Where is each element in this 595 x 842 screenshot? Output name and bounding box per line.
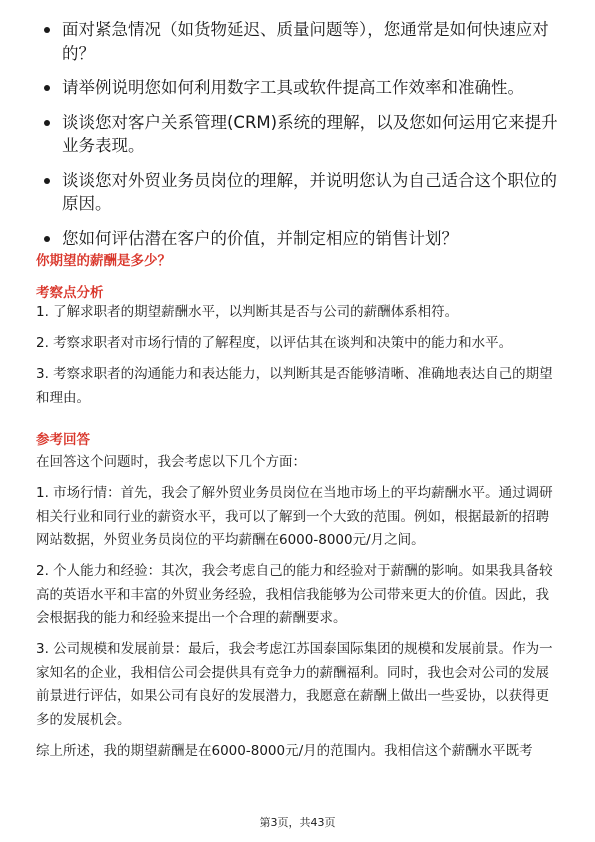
page-number-footer: 第3页，共43页: [259, 816, 336, 829]
bullet-dot-icon: [44, 236, 50, 242]
bullet-dot-icon: [44, 178, 50, 184]
bullet-dot-icon: [44, 27, 50, 33]
answer-paragraph: 1. 市场行情：首先，我会了解外贸业务员岗位在当地市场上的平均薪酬水平。通过调研相关行业和同行业的薪资水平，我可以了解到一个大致的范围。例如，根据最新的招聘网站数据，外贸业务员岗位的平均薪酬在6000-8000元/月之间。: [36, 485, 553, 548]
bullet-item: [44, 227, 564, 251]
bullet-text: 谈谈您对外贸业务员岗位的理解，并说明您认为自己适合这个职位的原因。: [62, 170, 557, 213]
bullet-item: [44, 18, 564, 65]
analysis-item: 3. 考察求职者的沟通能力和表达能力，以判断其是否能够清晰、准确地表达自己的期望和理由。: [36, 366, 553, 406]
bullet-text: 请举例说明您如何利用数字工具或软件提高工作效率和准确性。: [62, 78, 524, 97]
question-bullet-list: [44, 18, 564, 261]
answer-paragraph: 在回答这个问题时，我会考虑以下几个方面：: [36, 454, 306, 470]
bullet-text: 谈谈您对客户关系管理(CRM)系统的理解，以及您如何运用它来提升业务表现。: [62, 112, 558, 155]
bullet-text: 您如何评估潜在客户的价值，并制定相应的销售计划？: [62, 228, 458, 248]
analysis-list: [36, 301, 560, 418]
bullet-item: [44, 169, 564, 216]
question-heading: 你期望的薪酬是多少？: [36, 253, 171, 269]
answer-paragraph: 3. 公司规模和发展前景：最后，我会考虑江苏国泰国际集团的规模和发展前景。作为一家知名的企业，我相信公司会提供具有竞争力的薪酬福利。同时，我也会对公司的发展前景进行评估，如果公司有良好的发展潜力，我愿意在薪酬上做出一些妥协，以获得更多的发展机会。: [36, 641, 553, 728]
bullet-item: [44, 76, 564, 100]
answer-heading: 参考回答: [36, 432, 90, 448]
analysis-item: 2. 考察求职者对市场行情的了解程度，以评估其在谈判和决策中的能力和水平。: [36, 335, 513, 351]
analysis-item: 1. 了解求职者的期望薪酬水平，以判断其是否与公司的薪酬体系相符。: [36, 304, 459, 320]
answer-paragraph: 2. 个人能力和经验：其次，我会考虑自己的能力和经验对于薪酬的影响。如果我具备较高的英语水平和丰富的外贸业务经验，我相信我能够为公司带来更大的价值。因此，我会根据我的能力和经验来提出一个合理的薪酬要求。: [36, 563, 553, 626]
bullet-dot-icon: [44, 85, 50, 91]
answer-body: [36, 451, 560, 771]
answer-paragraph: 综上所述，我的期望薪酬是在6000-8000元/月的范围内。我相信这个薪酬水平既考: [36, 742, 533, 759]
analysis-heading: 考察点分析: [36, 285, 104, 301]
bullet-item: [44, 111, 564, 158]
bullet-text: 面对紧急情况（如货物延迟、质量问题等），您通常是如何快速应对的？: [62, 20, 549, 63]
bullet-dot-icon: [44, 120, 50, 126]
